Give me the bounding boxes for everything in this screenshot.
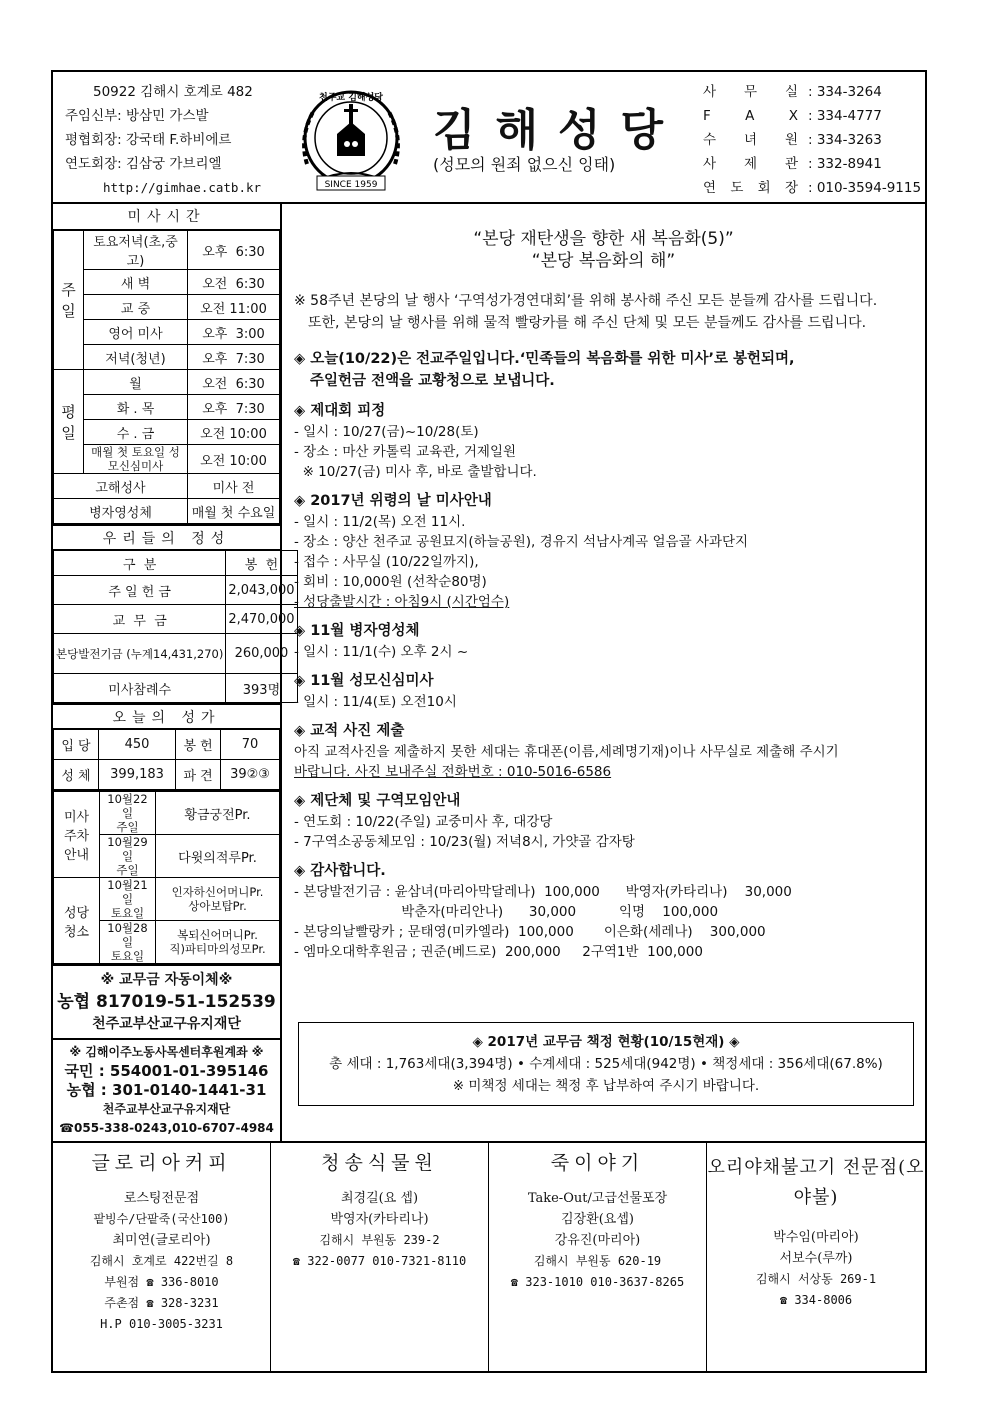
hymn-number: 39②③ — [221, 760, 280, 790]
contact-label — [703, 128, 808, 152]
mission-line-1: ◈ 오늘(10/22)은 전교주일입니다.‘민족들의 복음화를 위한 미사’로 봉헌되며, — [294, 351, 795, 367]
contact-value: : 010-3594-9115 — [808, 180, 922, 196]
ad-line: 로스팅전문점 — [123, 1191, 200, 1206]
mass-time: 오전 10:00 — [188, 445, 280, 474]
offering-item: 주 일 헌 금 — [54, 576, 226, 605]
announcement — [294, 670, 913, 712]
mass-time: 오전 6:30 — [188, 270, 280, 295]
ad-line: 박수임(마리아) — [773, 1230, 859, 1245]
contact-label-char: 원 — [784, 132, 798, 148]
mass-times-title: 미사시간 — [53, 204, 280, 230]
autopay-box — [53, 964, 280, 1038]
seal-since: SINCE 1959 — [324, 180, 378, 190]
parking-label: 미사 주차 안내 — [54, 791, 100, 878]
mass-extra-row — [54, 474, 280, 499]
announcement-line: 아직 교적사진을 제출하지 못한 세대는 휴대폰(이름,세례명기재)이나 사무실로 제출해 주시기 — [294, 744, 839, 760]
offering-item: 본당발전기금 (누계14,431,270) — [54, 634, 226, 674]
hymn-part: 봉 헌 — [176, 730, 221, 760]
contact-label-char: 도 — [730, 180, 744, 196]
announcement — [294, 620, 913, 662]
mass-time: 오전 6:30 — [188, 370, 280, 395]
headline-1: “본당 재탄생을 향한 새 복음화(5)” — [473, 229, 734, 249]
announcement-line: - 일시 : 11/4(토) 오전10시 — [294, 694, 457, 710]
offering-row — [54, 674, 298, 703]
offering-amount: 260,000 — [226, 634, 297, 674]
dues-note: ※ 미책정 세대는 책정 후 납부하여 주시기 바랍니다. — [452, 1078, 760, 1094]
ad-line: 김해시 호계로 422번길 8 — [89, 1254, 234, 1268]
mass-name: 새 벽 — [84, 270, 188, 295]
seal-text: 천주교 김해성당 — [319, 93, 383, 103]
mass-name: 토요저녁(초,중고) — [84, 231, 188, 270]
bulletin-page — [51, 70, 927, 1373]
mass-row — [54, 345, 280, 370]
announcement-title: ◈ 2017년 위령의 날 미사안내 — [294, 493, 492, 509]
extra-name: 병자영성체 — [54, 499, 188, 524]
mission-sunday — [294, 348, 913, 392]
left-column — [53, 204, 295, 1141]
mass-time: 오전 10:00 — [188, 420, 280, 445]
contact-row — [703, 104, 921, 128]
offering-head-row — [54, 551, 298, 576]
mass-row — [54, 395, 280, 420]
announcement-line: - 일시 : 11/2(목) 오전 11시. — [294, 514, 466, 530]
announcement-line: - 일시 : 11/1(수) 오후 2시 ~ — [294, 644, 469, 660]
main-column — [282, 204, 925, 1141]
contact-label-char: F — [703, 108, 711, 124]
mass-row — [54, 445, 280, 474]
mass-times-table — [53, 230, 280, 524]
mass-time: 오후 6:30 — [188, 231, 280, 270]
announcement-line: - 장소 : 마산 카톨릭 교육관, 거제일원 — [294, 444, 517, 460]
offering-table — [53, 550, 298, 703]
ad-line: 최경길(요 셉) — [340, 1191, 419, 1206]
ad-line: 강유진(마리아) — [554, 1233, 641, 1248]
mission-line-2: 주일헌금 전액을 교황청으로 보냅니다. — [310, 373, 555, 389]
ad-line: 주촌점 ☎ 328-3231 — [104, 1296, 219, 1310]
parish-seal-icon — [289, 84, 413, 196]
weekday-label: 평 일 — [54, 370, 84, 474]
ad-name: 청송식물원 — [321, 1152, 438, 1174]
contact-value: : 334-3263 — [808, 132, 882, 148]
hymns-title: 오늘의 성가 — [53, 703, 280, 729]
headline — [294, 228, 913, 272]
autopay-title: ※ 교무금 자동이체※ — [100, 972, 233, 988]
ad-card — [489, 1143, 707, 1371]
offering-item: 미사참례수 — [54, 674, 226, 703]
mass-name: 월 — [84, 370, 188, 395]
extra-name: 고해성사 — [54, 474, 188, 499]
announcement-line: - 성당출발시간 : 아침9시 (시간엄수) — [294, 594, 510, 610]
header — [53, 72, 925, 204]
mass-row — [54, 370, 280, 395]
contact-row — [703, 152, 921, 176]
contact-label-char: 녀 — [743, 132, 758, 148]
hymns-table — [53, 729, 280, 790]
dues-status-box — [298, 1022, 914, 1106]
announcement — [294, 720, 913, 782]
announcement — [294, 400, 913, 482]
pastor: 주임신부: 방삼민 가스발 — [65, 108, 209, 124]
offering-row — [54, 576, 298, 605]
donation-account-2: 농협 : 301-0140-1441-31 — [66, 1081, 267, 1099]
mass-extra-row — [54, 499, 280, 524]
contact-label-char: X — [788, 108, 798, 124]
thanks-notice — [294, 290, 913, 334]
mass-name: 저녁(청년) — [84, 345, 188, 370]
mass-time: 오후 3:00 — [188, 320, 280, 345]
announcement-line: 박춘자(마리안나) 30,000 익명 100,000 — [294, 904, 719, 920]
ad-card — [707, 1143, 925, 1371]
offering-head: 구 분 — [54, 551, 226, 576]
hymn-row — [54, 760, 280, 790]
announcement-line: ※ 10/27(금) 미사 후, 바로 출발합니다. — [294, 464, 537, 480]
ad-line: 부원점 ☎ 336-8010 — [104, 1275, 219, 1289]
announcement — [294, 790, 913, 852]
hymn-number: 450 — [98, 730, 175, 760]
website-link[interactable]: http://gimhae.catb.kr — [103, 180, 262, 195]
ad-name: 오리야채불고기 전문점(오야불) — [707, 1157, 925, 1208]
notice-line-2: 또한, 본당의 날 행사를 위해 물적 빨랑카를 해 주신 단체 및 모든 분들께도 감사를 드립니다. — [308, 315, 867, 331]
dues-line: 총 세대 : 1,763세대(3,394명) • 수계세대 : 525세대(942명) • 책정세대 : 356세대(67.8%) — [329, 1056, 883, 1072]
ad-card — [271, 1143, 489, 1371]
offering-row — [54, 634, 298, 674]
cleaning-row — [54, 878, 280, 921]
donation-owner: 천주교부산교구유지재단 — [102, 1102, 231, 1116]
contact-label-char: A — [745, 108, 755, 124]
ad-line: 박영자(카타리나) — [330, 1212, 429, 1227]
announcement-line: - 엠마오대학후원금 ; 권준(베드로) 200,000 2구역1반 100,000 — [294, 944, 703, 960]
announcement-line: - 본당발전기금 : 윤삼녀(마리아막달레나) 100,000 박영자(카타리나) 30,000 — [294, 884, 792, 900]
parking-date: 10월29일 주일 — [100, 835, 156, 878]
prayer-group-president: 연도회장: 김삼궁 가브리엘 — [65, 156, 222, 172]
announcement-line: - 접수 : 사무실 (10/22일까지), — [294, 554, 479, 570]
extra-value: 매월 첫 수요일 — [188, 499, 280, 524]
announcement-title: ◈ 11월 성모신심미사 — [294, 673, 434, 689]
contact-value: : 334-3264 — [808, 84, 882, 100]
contact-label — [703, 80, 808, 104]
contact-label — [703, 104, 808, 128]
mass-time: 오전 11:00 — [188, 295, 280, 320]
parking-group: 황금궁전Pr. — [156, 791, 280, 835]
offering-row — [54, 605, 298, 634]
announcement-line: - 본당의날빨랑카 ; 문태영(미카엘라) 100,000 이은화(세레나) 300,000 — [294, 924, 766, 940]
contact-list — [703, 80, 921, 200]
council-president: 평협회장: 강국태 F.하비에르 — [65, 132, 232, 148]
donation-box — [53, 1038, 280, 1141]
autopay-account: 농협 817019-51-152539 — [57, 992, 276, 1012]
contact-label-char: 회 — [757, 180, 771, 196]
contact-label — [703, 176, 808, 200]
mass-row — [54, 231, 280, 270]
announcement-title: ◈ 제대회 피정 — [294, 403, 386, 419]
offering-amount: 2,043,000 — [226, 576, 297, 605]
mass-row — [54, 420, 280, 445]
contact-label-char: 제 — [743, 156, 758, 172]
contact-label-char: 장 — [784, 180, 798, 196]
parking-row — [54, 791, 280, 835]
mass-name: 매월 첫 토요일 성모신심미사 — [84, 445, 188, 474]
sunday-label: 주 일 — [54, 231, 84, 370]
ad-line: ☎ 323-1010 010-3637-8265 — [510, 1275, 685, 1289]
ad-line: 김해시 부원동 239-2 — [319, 1233, 440, 1247]
contact-label — [703, 152, 808, 176]
ad-card — [53, 1143, 271, 1371]
cleaning-date: 10월28일 토요일 — [100, 921, 156, 964]
ad-line: 팥빙수/단팥죽(국산100) — [93, 1212, 230, 1226]
ad-line: 김해시 부원동 620-19 — [533, 1254, 662, 1268]
cleaning-label: 성당 청소 — [54, 878, 100, 964]
ad-line: 김해시 서상동 269-1 — [755, 1272, 877, 1286]
autopay-owner: 천주교부산교구유지재단 — [92, 1016, 241, 1032]
donation-phone: ☎055-338-0243,010-6707-4984 — [59, 1121, 274, 1135]
announcement-title: ◈ 교적 사진 제출 — [294, 723, 405, 739]
offering-amount: 393명 — [226, 674, 297, 703]
mass-name: 영어 미사 — [84, 320, 188, 345]
ad-line: 최미연(글로리아) — [112, 1233, 211, 1248]
offering-title: 우리들의 정성 — [53, 524, 280, 550]
ad-name: 죽이야기 — [550, 1152, 645, 1174]
offering-amount: 2,470,000 — [226, 605, 297, 634]
offering-item: 교 무 금 — [54, 605, 226, 634]
notice-line-1: ※ 58주년 본당의 날 행사 ‘구역성가경연대회’를 위해 봉사해 주신 모든 분들께 감사를 드립니다. — [294, 293, 878, 309]
hymn-row — [54, 730, 280, 760]
mass-time: 오후 7:30 — [188, 345, 280, 370]
hymn-part: 성 체 — [54, 760, 99, 790]
contact-label-char: 실 — [784, 84, 798, 100]
mass-row — [54, 320, 280, 345]
extra-value: 미사 전 — [188, 474, 280, 499]
ad-name: 글로리아커피 — [91, 1152, 232, 1174]
donation-title: ※ 김해이주노동사목센터후원계좌 ※ — [69, 1045, 264, 1059]
contact-label-char: 사 — [703, 84, 717, 100]
parish-info — [65, 80, 261, 200]
mass-row — [54, 295, 280, 320]
announcement-line: 바랍니다. 사진 보내주실 전화번호 : 010-5016-6586 — [294, 764, 612, 780]
hymn-part: 입 당 — [54, 730, 99, 760]
parking-date: 10월22일 주일 — [100, 791, 156, 835]
announcement-line: - 회비 : 10,000원 (선착순80명) — [294, 574, 487, 590]
dues-title: ◈ 2017년 교무금 책정 현황(10/15현재) ◈ — [472, 1034, 740, 1050]
announcement-line: - 연도회 : 10/22(주일) 교중미사 후, 대강당 — [294, 814, 553, 830]
parish-title: 김해성당 — [433, 105, 684, 156]
mass-name: 화 . 목 — [84, 395, 188, 420]
parish-subtitle: (성모의 원죄 없으신 잉태) — [433, 155, 616, 174]
hymn-number: 70 — [221, 730, 280, 760]
ad-line: ☎ 334-8006 — [779, 1293, 853, 1307]
contact-label-char: 관 — [784, 156, 798, 172]
announcement-line: - 일시 : 10/27(금)~10/28(토) — [294, 424, 479, 440]
contact-label-char: 사 — [703, 156, 717, 172]
ad-line: 서보수(루까) — [779, 1251, 853, 1266]
ad-line: 김장환(요셉) — [561, 1212, 634, 1227]
ad-line: H.P 010-3005-3231 — [100, 1317, 223, 1331]
contact-label-char: 무 — [743, 84, 758, 100]
contact-row — [703, 128, 921, 152]
ad-line: ☎ 322-0077 010-7321-8110 — [292, 1254, 467, 1268]
parking-group: 다윗의적루Pr. — [156, 835, 280, 878]
donation-account-1: 국민 : 554001-01-395146 — [64, 1062, 269, 1080]
announcement-sections — [294, 400, 913, 962]
contact-value: : 332-8941 — [808, 156, 882, 172]
contact-row — [703, 176, 921, 200]
announcement-title: ◈ 제단체 및 구역모임안내 — [294, 793, 461, 809]
duty-table — [53, 790, 280, 964]
announcement — [294, 490, 913, 612]
contact-row — [703, 80, 921, 104]
announcement — [294, 860, 913, 962]
address: 50922 김해시 호계로 482 — [93, 84, 253, 100]
announcement-title: ◈ 감사합니다. — [294, 863, 386, 879]
mass-name: 수 . 금 — [84, 420, 188, 445]
announcement-line: - 장소 : 양산 천주교 공원묘지(하늘공원), 경유지 석남사계곡 얼음골 사과단지 — [294, 534, 749, 550]
cleaning-group: 인자하신어머니Pr. 상아보탑Pr. — [156, 878, 280, 921]
mass-time: 오후 7:30 — [188, 395, 280, 420]
cleaning-group: 복되신어머니Pr. 직)파티마의성모Pr. — [156, 921, 280, 964]
offering-head: 봉 헌 — [226, 551, 297, 576]
contact-label-char: 수 — [703, 132, 717, 148]
mass-row — [54, 270, 280, 295]
announcement-line: - 7구역소공동체모임 : 10/23(월) 저녁8시, 가얏골 감자탕 — [294, 834, 635, 850]
advertisements — [53, 1141, 925, 1371]
cleaning-date: 10월21일 토요일 — [100, 878, 156, 921]
contact-label-char: 연 — [703, 180, 717, 196]
mass-name: 교 중 — [84, 295, 188, 320]
announcement-title: ◈ 11월 병자영성체 — [294, 623, 420, 639]
hymn-number: 399,183 — [98, 760, 175, 790]
ad-line: Take-Out/고급선물포장 — [527, 1191, 668, 1206]
hymn-part: 파 견 — [176, 760, 221, 790]
contact-value: : 334-4777 — [808, 108, 882, 124]
headline-2: “본당 복음화의 해” — [531, 251, 676, 271]
